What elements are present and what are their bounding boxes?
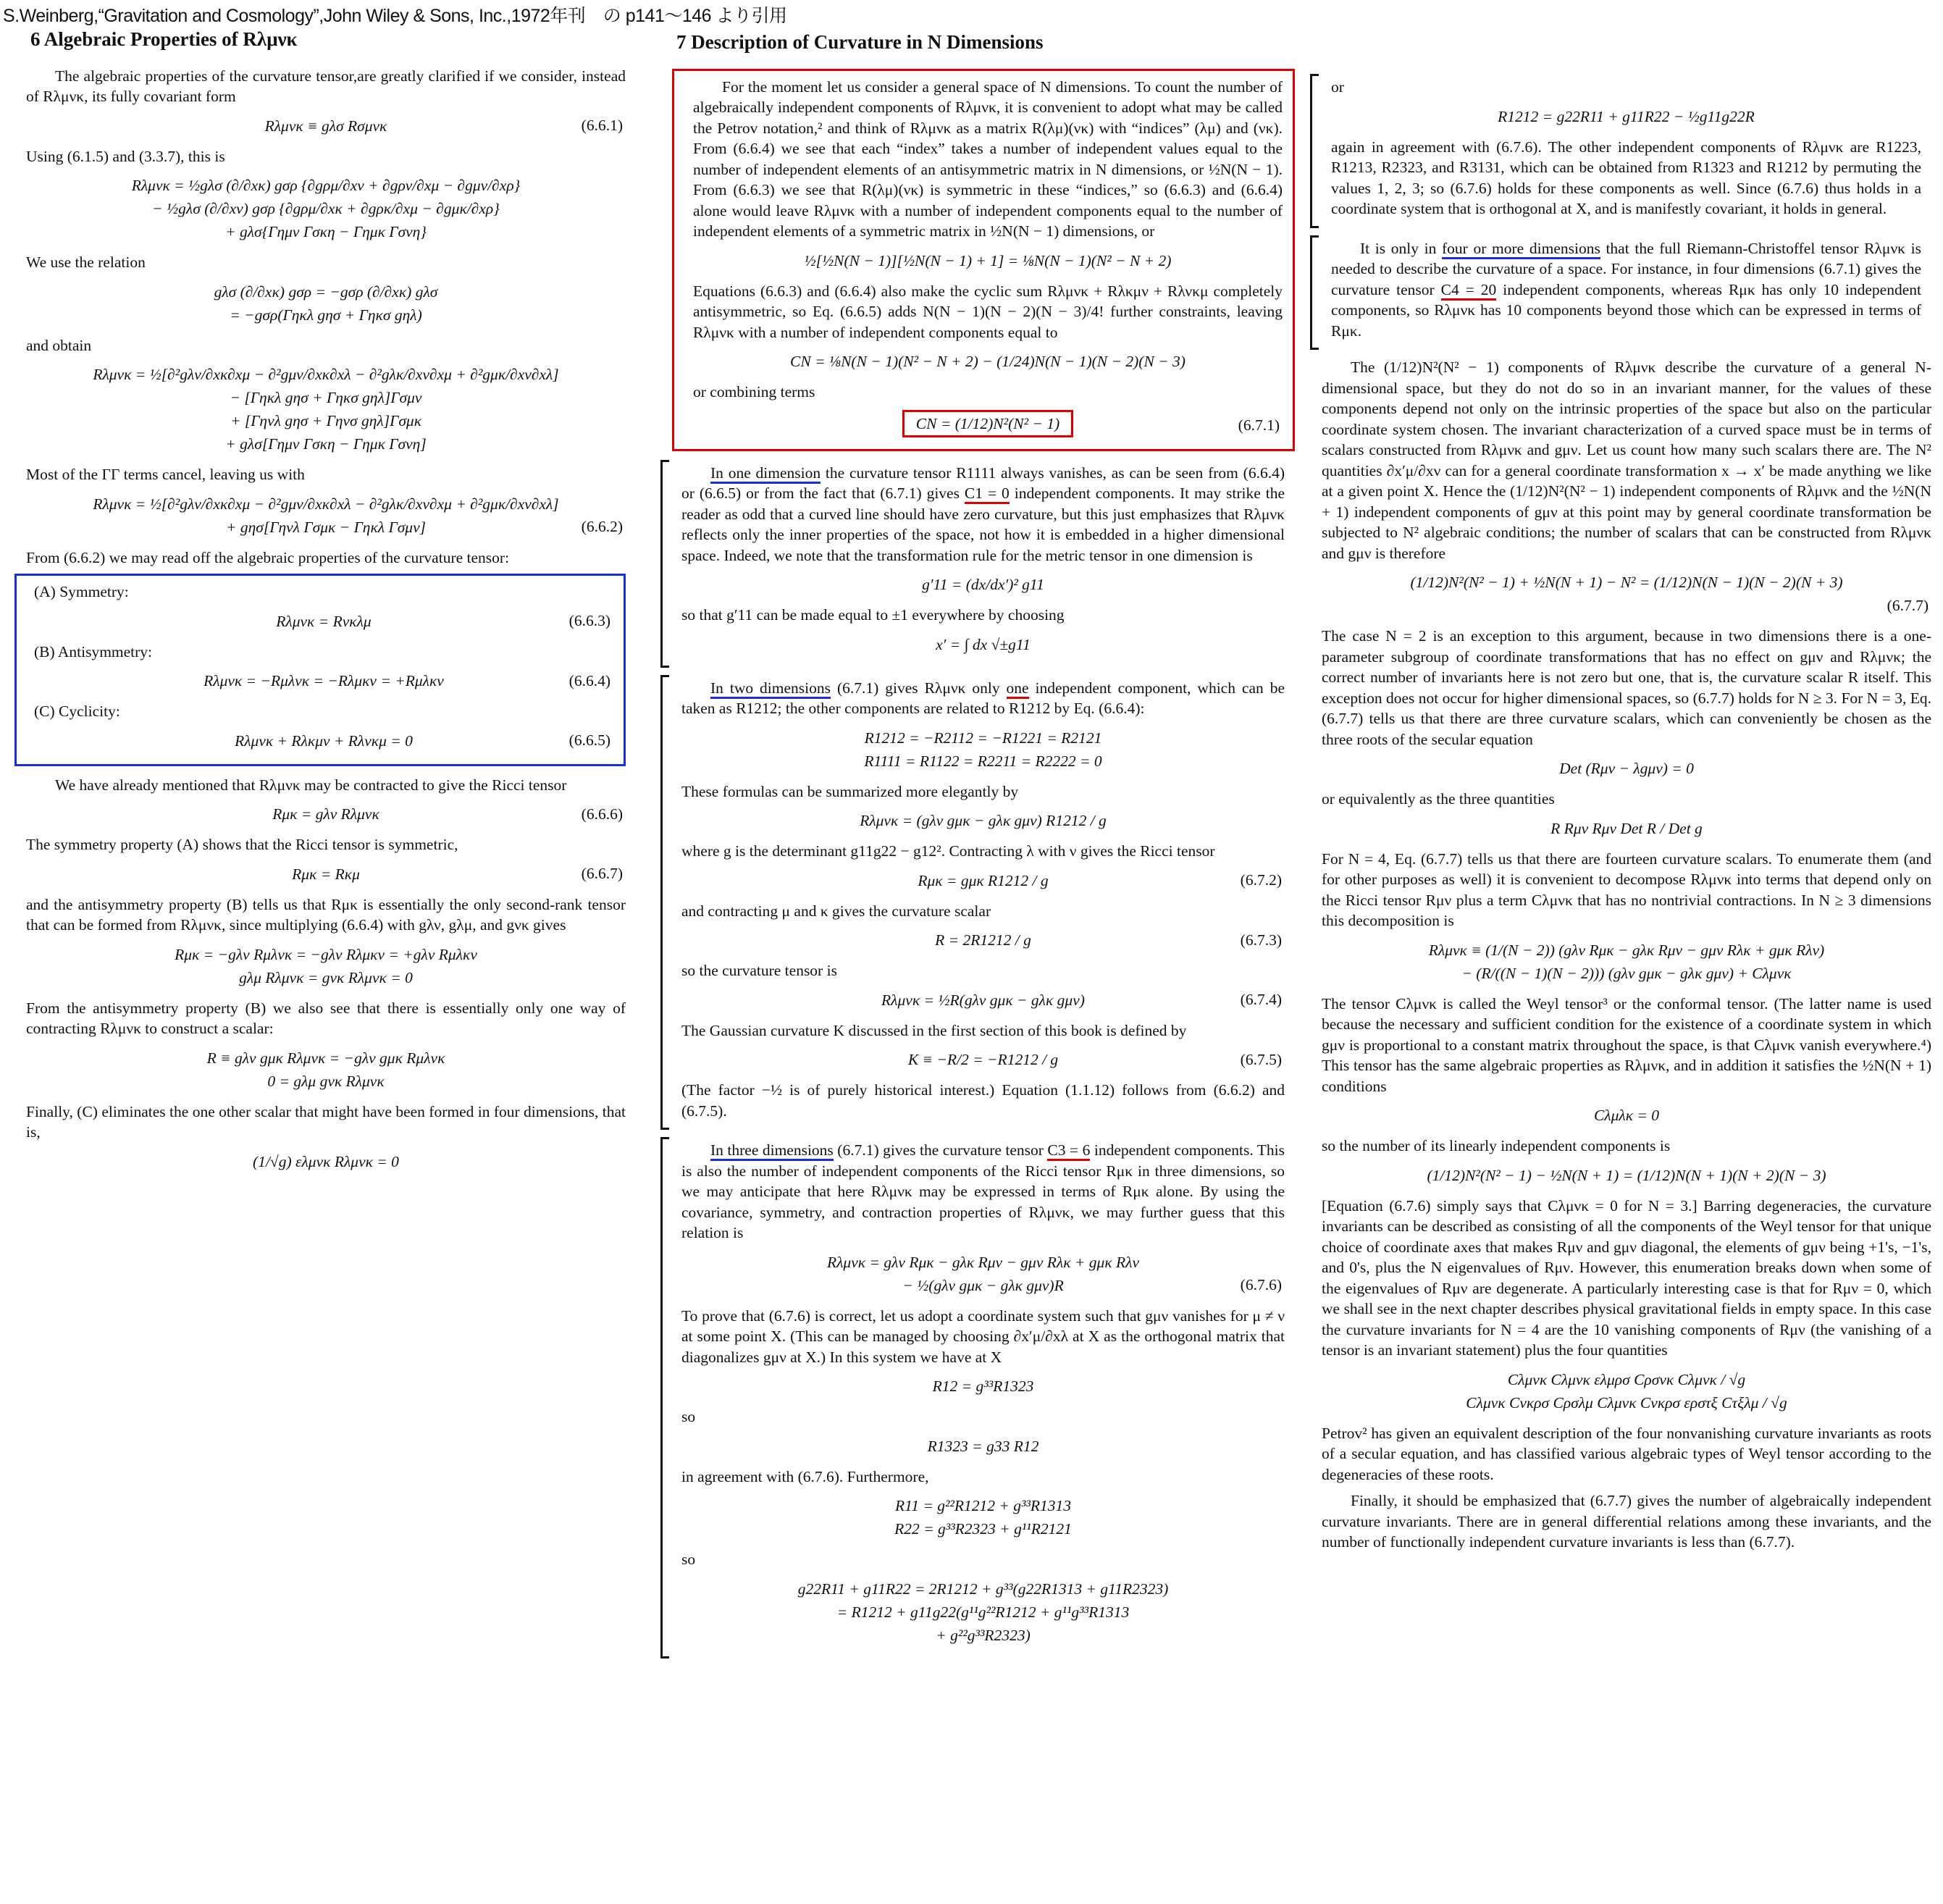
paragraph: From the antisymmetry property (B) we also see that there is essentially only one way of contracting Rλμνκ to construct a scalar: (26, 999, 626, 1037)
equation (681, 633, 1285, 656)
equation-number: (6.7.3) (1240, 931, 1282, 949)
paragraph: Petrov² has given an equivalent description of the four nonvanishing curvature invariants as roots of a secular equation, and has classified various algebraic types of Weyl tensor according to the degeneracies of these roots. (1322, 1424, 1931, 1483)
underlined-phrase: four or more dimensions (1442, 240, 1600, 259)
paragraph: Finally, (C) eliminates the one other scalar that might have been formed in four dimensions, that is, (26, 1102, 626, 1141)
equation (681, 989, 1285, 1012)
equation (26, 1150, 626, 1173)
blue-highlight-box (14, 574, 626, 766)
equation-line (681, 1048, 1285, 1071)
margin-bracket (1310, 235, 1931, 351)
paragraph: in agreement with (6.7.6). Furthermore, (681, 1467, 929, 1485)
equation-number: (6.6.1) (581, 117, 623, 134)
equation-line (681, 573, 1285, 596)
equation-text: Rλμνκ ≡ gλσ Rσμνκ (264, 117, 387, 135)
equation-line (681, 989, 1285, 1012)
equation-number: (6.6.7) (581, 865, 623, 882)
paragraph: so (681, 1408, 696, 1425)
equation-text: x′ = ∫ dx √±g11 (936, 635, 1031, 653)
text-run: independent components, whereas Rμκ has only 10 independent components, so Rλμνκ has 10 components beyond those which can be expressed in terms of Rμκ. (1331, 280, 1921, 340)
equation (26, 802, 626, 826)
equation-line (1322, 594, 1931, 617)
paragraph: (A) Symmetry: (34, 583, 129, 600)
text-run: that the full Riemann-Christoffel tensor Rλμνκ is needed to describe the curvature of a space. For instance, in four dimensions (6.7.1) gives the curvature tensor (1331, 239, 1921, 298)
paragraph: Using (6.1.5) and (3.3.7), this is (26, 147, 225, 165)
paragraph: These formulas can be summarized more elegantly by (681, 782, 1019, 800)
equation (26, 1047, 626, 1093)
equation (681, 1048, 1285, 1071)
equation (1322, 757, 1931, 780)
equation-text: Rλμνκ = ½[∂²gλν/∂xκ∂xμ − ∂²gμν/∂xκ∂xλ − ∂²gλκ/∂xν∂xμ + ∂²gμκ/∂xν∂xλ] (93, 366, 559, 383)
paragraph: We have already mentioned that Rλμνκ may be contracted to give the Ricci tensor (55, 776, 567, 794)
equation-number: (6.6.6) (581, 805, 623, 823)
equation-text: Rλμνκ ≡ (1/(N − 2)) (gλν Rμκ − gλκ Rμν − gμν Rλκ + gμκ Rλν) (1428, 941, 1825, 959)
paragraph: The case N = 2 is an exception to this argument, because in two dimensions there is a one-parameter subgroup of coordinate transformations that has no effect on gμν and Rλμνκ; the correct number of invariants here is not zero but one, that is, the curvature scalar R itself. This exception does not occur for higher dimensional spaces, so (6.7.7) holds for N ≥ 3. For N = 3, Eq. (6.7.7) tells us that there are three curvature scalars, which can conveniently be chosen as the three roots of the secular equation (1322, 627, 1931, 748)
equation-text: R Rμν Rμν Det R / Det g (1550, 819, 1703, 837)
equation-line (681, 750, 1285, 773)
equation-line (1322, 962, 1931, 985)
paragraph: so that g′11 can be made equal to ±1 everywhere by choosing (681, 606, 1065, 624)
equation-text: Rλμνκ = ½R(gλν gμκ − gλκ gμν) (881, 991, 1085, 1009)
equation-number: (6.7.5) (1240, 1050, 1282, 1068)
equation (681, 1494, 1285, 1540)
equation-text: Rλμνκ = ½gλσ (∂/∂xκ) gσρ {∂gρμ/∂xν + ∂gρν/∂xμ − ∂gμν/∂xρ} (131, 177, 521, 194)
equation (26, 114, 626, 138)
paragraph: The algebraic properties of the curvature tensor,are greatly clarified if we consider, instead of Rλμνκ, its fully covariant form (26, 67, 626, 105)
paragraph: [Equation (6.7.6) simply says that Cλμνκ = 0 for N = 3.] Barring degeneracies, the curvature invariants can be described as consisting of all the components of the Weyl tensor for that unique choice of coordinate axes that makes Rμν and gμν diagonal, the elements of gμν being +1's, −1's, and 0's, plus the N eigenvalues of Rμν. However, this enumeration breaks down when some of the eigenvalues of Rμν are degenerate. A particularly interesting case is that for Rμν = 0, which we shall see in the next chapter describes physical gravitational fields in empty space. In this case the curvature invariants for N = 4 are the 10 vanishing components of Rμν (the vanishing of a tensor is an invariant statement) plus the four quantities (1322, 1196, 1931, 1359)
equation (1322, 939, 1931, 985)
equation-text: Cλμνκ Cνκρσ Cρσλμ Cλμνκ Cνκρσ ερστξ Cτξλμ / √g (1466, 1393, 1787, 1412)
equation-line (1322, 757, 1931, 780)
equation-text: K ≡ −R/2 = −R1212 / g (907, 1051, 1059, 1068)
equation-text: (1/√g) ελμνκ Rλμνκ = 0 (253, 1152, 399, 1170)
paragraph: (B) Antisymmetry: (34, 642, 153, 660)
paragraph (681, 463, 1285, 566)
equation-text: + gλσ{Γημν Γσκη − Γημκ Γσνη} (225, 223, 427, 240)
equation-number: (6.6.2) (581, 518, 623, 535)
paragraph: We use the relation (26, 253, 146, 271)
paragraph: and the antisymmetry property (B) tells us that Rμκ is essentially the only second-rank tensor that can be formed from Rλμνκ, since multiplying (6.6.4) with gλν, gλμ, and gνκ gives (26, 895, 626, 934)
equation-line (26, 363, 626, 386)
equation-text: g′11 = (dx/dx′)² g11 (922, 576, 1044, 593)
paragraph: or (1331, 78, 1344, 96)
paragraph (681, 678, 1285, 719)
paragraph: For the moment let us consider a general space of N dimensions. To count the number of algebraically independent components of Rλμνκ, it is convenient to adopt what may be called the Petrov notation,² and think of Rλμνκ as a matrix R(λμ)(νκ) with “indices” (λμ) and (νκ). From (6.6.4) we see that each “index” takes a number of independent values equal to the number of independent elements of an antisymmetric matrix in N dimensions, or ½N(N − 1). From (6.6.3) we see that R(λμ)(νκ) is symmetric in these “indices,” so (6.6.3) and (6.6.4) alone would leave Rλμνκ with a number of independent components equal to the number of independent elements of a symmetric matrix in ½N(N − 1) dimensions, or (693, 77, 1283, 240)
equation-line (681, 809, 1285, 832)
equation-line (34, 729, 613, 752)
column-right (1322, 71, 1931, 1559)
equation-text: Rλμνκ = Rνκλμ (276, 612, 372, 630)
equation-number: (6.6.4) (568, 671, 610, 689)
equation (693, 350, 1283, 373)
equation-line (681, 633, 1285, 656)
equation-text: CN = ⅛N(N − 1)(N² − N + 2) − (1/24)N(N − 1)(N − 2)(N − 3) (790, 353, 1185, 370)
paragraph: (C) Cyclicity: (34, 703, 120, 720)
paragraph: Equations (6.6.3) and (6.6.4) also make the cyclic sum Rλμνκ + Rλκμν + Rλνκμ completely antisymmetric, so Eq. (6.6.5) adds N(N − 1)(N − 2)(N − 3)/4! further constraints, leaving Rλμνκ with a number of independent components equal to (693, 282, 1283, 341)
text-run: the curvature tensor R1111 always vanishes, as can be seen from (6.6.4) or (6.6.5) or from the fact that (6.7.1) gives (681, 464, 1285, 502)
equation-text: Rμκ = Rκμ (292, 865, 360, 883)
equation-number: (6.7.7) (1887, 596, 1929, 614)
equation (693, 249, 1283, 272)
paragraph: again in agreement with (6.7.6). The other independent components of Rλμνκ are R1223, R1213, R2323, and R3131, which can be obtained from R1323 and R1212 by permuting the values 1, 2, 3; so (6.7.6) holds for these components as well. Since (6.7.6) thus holds in a coordinate system that is orthogonal at X, and is manifestly covariant, it holds in general. (1331, 138, 1921, 217)
equation-line (681, 1601, 1285, 1624)
equation (681, 928, 1285, 952)
equation-text: + g²²g³³R2323) (936, 1626, 1031, 1644)
equation-line (26, 197, 626, 220)
equation-line (26, 114, 626, 138)
equation-text: 0 = gλμ gνκ Rλμνκ (267, 1072, 385, 1090)
equation-number: (6.6.3) (568, 612, 610, 629)
equation (26, 363, 626, 456)
equation-line (681, 1577, 1285, 1601)
paragraph: (The factor −½ is of purely historical interest.) Equation (1.1.12) follows from (6.6.2) and (6.7.5). (681, 1081, 1285, 1120)
equation (26, 174, 626, 243)
section-heading: 7 Description of Curvature in N Dimensions (676, 31, 1044, 53)
equation-line (26, 432, 626, 456)
equation-line (26, 492, 626, 516)
equation-text: R1212 = −R2112 = −R1221 = R2121 (864, 729, 1102, 747)
equation-text: (1/12)N²(N² − 1) + ½N(N + 1) − N² = (1/12)N(N − 1)(N − 2)(N + 3) (1410, 574, 1843, 591)
paragraph: and obtain (26, 336, 92, 354)
equation-line (681, 869, 1285, 892)
equation-text: R1212 = g22R11 + g11R22 − ½g11g22R (1498, 107, 1755, 125)
equation (34, 669, 613, 692)
equation-line (681, 1624, 1285, 1647)
underlined-phrase: In three dimensions (710, 1141, 834, 1161)
equation-text: Cλμνκ Cλμνκ ελμρσ Cρσνκ Cλμνκ / √g (1507, 1370, 1746, 1388)
equation-line (26, 943, 626, 966)
equation (681, 1251, 1285, 1297)
equation (1322, 1104, 1931, 1127)
equation-line (26, 174, 626, 197)
equation (681, 726, 1285, 773)
equation-line (34, 669, 613, 692)
highlighted-value: one (1007, 679, 1029, 699)
equation-text: Rλμνκ = −Rμλνκ = −Rλμκν = +Rμλκν (203, 672, 444, 689)
equation-line (693, 249, 1283, 272)
equation-line (681, 1517, 1285, 1540)
equation-text: gλμ Rλμνκ = gνκ Rλμνκ = 0 (239, 968, 413, 986)
equation-line (26, 516, 626, 539)
boxed-formula: CN = (1/12)N²(N² − 1) (902, 410, 1073, 437)
equation (681, 573, 1285, 596)
equation-text: + [Γηνλ gησ + Γηνσ gηλ]Γσμκ (230, 412, 422, 429)
equation (693, 410, 1283, 437)
paragraph: The tensor Cλμνκ is called the Weyl tensor³ or the conformal tensor. (The latter name is used because the necessary and sufficient condition for the existence of a coordinate system in which gμν is proportional to a constant matrix throughout the space, is that Cλμνκ vanish everywhere.⁴) This tensor has the same algebraic properties as Rλμνκ, and in addition it satisfies the ½N(N + 1) conditions (1322, 994, 1931, 1095)
equation-line (1322, 1164, 1931, 1187)
equation (34, 610, 613, 633)
equation (1322, 817, 1931, 840)
equation-line (681, 1435, 1285, 1458)
paragraph: From (6.6.2) we may read off the algebraic properties of the curvature tensor: (26, 548, 510, 566)
equation-text: R11 = g²²R1212 + g³³R1313 (894, 1497, 1072, 1514)
equation-line (681, 928, 1285, 952)
equation (26, 280, 626, 327)
equation-line (26, 409, 626, 432)
equation-line (1322, 1104, 1931, 1127)
section-heading: 6 Algebraic Properties of Rλμνκ (30, 28, 298, 50)
equation-text: = −gσρ(Γηκλ gησ + Γηκσ gηλ) (230, 306, 422, 324)
paragraph (681, 1140, 1285, 1244)
paragraph: Most of the ΓΓ terms cancel, leaving us with (26, 466, 305, 483)
equation-text: Rλμνκ = (gλν gμκ − gλκ gμν) R1212 / g (860, 812, 1107, 829)
paragraph: so (681, 1551, 696, 1568)
text-run: (6.7.1) gives Rλμνκ only (831, 679, 1007, 697)
equation (1322, 1368, 1931, 1414)
equation (1322, 1164, 1931, 1187)
paragraph: The Gaussian curvature K discussed in the first section of this book is defined by (681, 1021, 1187, 1039)
highlighted-value: C4 = 20 (1441, 281, 1497, 301)
equation-text: gλσ (∂/∂xκ) gσρ = −gσρ (∂/∂xκ) gλσ (214, 282, 438, 301)
equation-line (26, 966, 626, 989)
equation-text: g22R11 + g11R22 = 2R1212 + g³³(g22R1313 + g11R2323) (797, 1580, 1169, 1598)
equation-text: R1111 = R1122 = R2211 = R2222 = 0 (864, 752, 1102, 770)
paragraph: so the number of its linearly independent components is (1322, 1137, 1671, 1154)
paragraph: where g is the determinant g11g22 − g12². Contracting λ with ν gives the Ricci tensor (681, 842, 1215, 860)
equation-text: − [Γηκλ gησ + Γηκσ gηλ]Γσμν (230, 389, 422, 406)
equation-line (693, 410, 1283, 437)
equation-line (693, 350, 1283, 373)
equation-number: (6.6.5) (568, 731, 610, 749)
equation-text: Rμκ = gμκ R1212 / g (918, 871, 1049, 889)
equation-line (26, 386, 626, 409)
equation-line (26, 1070, 626, 1093)
paragraph: For N = 4, Eq. (6.7.7) tells us that there are fourteen curvature scalars. To enumerate them (and for other purposes as well) it is convenient to decompose Rλμνκ into terms that depend only on the Ricci tensor Rμν plus a term Cλμνκ that has no nontrivial contractions. In N ≥ 3 dimensions this decomposition is (1322, 850, 1931, 929)
underlined-phrase: In two dimensions (710, 679, 831, 699)
highlighted-value: C3 = 6 (1047, 1141, 1090, 1161)
red-highlight-box (672, 69, 1295, 451)
equation-line (681, 1375, 1285, 1398)
equation-number: (6.7.1) (1238, 416, 1280, 434)
equation (1331, 105, 1921, 128)
equation-line (1322, 1391, 1931, 1414)
citation-header: S.Weinberg,“Gravitation and Cosmology”,John Wiley & Sons, Inc.,1972年刊 の p141〜146 より引用 (3, 6, 787, 26)
equation-text: R = 2R1212 / g (935, 931, 1031, 949)
text-run: independent components. It may strike the reader as odd that a curved line should have zero curvature, but this just emphasizes that Rλμνκ reflects only the inner properties of the space, not how it is embedded in a higher dimensional space. Indeed, we note that the transformation rule for the metric tensor in one dimension is (681, 485, 1285, 564)
column-left (26, 29, 626, 1182)
margin-bracket (660, 675, 1295, 1131)
equation-text: Rλμνκ = ½[∂²gλν/∂xκ∂xμ − ∂²gμν/∂xκ∂xλ − ∂²gλκ/∂xν∂xμ + ∂²gμκ/∂xν∂xλ] (93, 495, 559, 513)
equation (681, 1435, 1285, 1458)
equation-text: R1323 = g33 R12 (927, 1437, 1039, 1455)
equation-text: = R1212 + g11g22(g¹¹g²²R1212 + g¹¹g³³R1313 (836, 1603, 1130, 1621)
equation-text: R22 = g³³R2323 + g¹¹R2121 (894, 1520, 1072, 1538)
equation-line (26, 802, 626, 826)
equation (26, 492, 626, 539)
equation-line (1322, 939, 1931, 962)
paragraph: so the curvature tensor is (681, 962, 837, 979)
equation-text: + gλσ[Γημν Γσκη − Γημκ Γσνη] (225, 435, 427, 453)
equation-line (681, 1251, 1285, 1274)
equation (1322, 571, 1931, 617)
equation-text: R ≡ gλν gμκ Rλμνκ = −gλν gμκ Rμλνκ (206, 1049, 445, 1067)
paragraph: Finally, it should be emphasized that (6.7.7) gives the number of algebraically independent curvature invariants. There are in general differential relations among these invariants, and the number of functionally independent curvature invariants is less than (6.7.7). (1322, 1492, 1931, 1551)
equation (681, 1577, 1285, 1647)
equation (26, 863, 626, 886)
equation-text: − ½(gλν gμκ − gλκ gμν)R (902, 1276, 1064, 1294)
text-run: (6.7.1) gives the curvature tensor (833, 1141, 1048, 1159)
equation-line (26, 220, 626, 243)
text-run: independent component, which can be taken as R1212; the other components are related to R1212 by Eq. (6.6.4): (681, 679, 1285, 717)
paragraph (1331, 238, 1921, 342)
equation-text: Rμκ = −gλν Rμλνκ = −gλν Rλμκν = +gλν Rμλκν (175, 945, 477, 963)
margin-bracket (1310, 74, 1931, 228)
equation-number: (6.7.2) (1240, 871, 1282, 889)
equation-line (1322, 571, 1931, 594)
equation (681, 1375, 1285, 1398)
equation-text: + gησ[Γηνλ Γσμκ − Γηκλ Γσμν] (225, 518, 427, 536)
equation-text: (1/12)N²(N² − 1) − ½N(N + 1) = (1/12)N(N + 1)(N + 2)(N − 3) (1427, 1166, 1826, 1184)
equation-text: − (R/((N − 1)(N − 2))) (gλν gμκ − gλκ gμν) + Cλμνκ (1461, 964, 1792, 982)
margin-bracket (660, 1137, 1295, 1658)
paragraph: The (1/12)N²(N² − 1) components of Rλμνκ describe the curvature of a general N-dimensional space, but they do not do so in an invariant manner, for the values of these components depend not only on the intrinsic properties of the space but also on the particular coordinate system chosen. The invariant characterization of a curved space must be in terms of scalars constructed from Rλμνκ and gμν. Let us count how many such scalars there are. The N² quantities ∂x′μ/∂xν can for a general coordinate transformation x → x′ be made anything we like at a given point X. Hence the (1/12)N²(N² − 1) independent components of Rλμνκ and the ½N(N + 1) independent components of gμν at this point may by general coordinate transformation be subjected to N² algebraic conditions; the number of scalars that can be constructed from Rλμνκ and gμν is therefore (1322, 358, 1931, 562)
equation (681, 809, 1285, 832)
equation-line (681, 1494, 1285, 1517)
paragraph: and contracting μ and κ gives the curvature scalar (681, 902, 991, 920)
equation (681, 869, 1285, 892)
equation-line (34, 610, 613, 633)
underlined-phrase: In one dimension (710, 464, 821, 484)
equation-text: Det (Rμν − λgμν) = 0 (1559, 760, 1694, 777)
text-run: It is only in (1360, 239, 1443, 257)
paragraph: or combining terms (693, 383, 815, 400)
equation-line (1322, 1368, 1931, 1391)
paragraph: To prove that (6.7.6) is correct, let us adopt a coordinate system such that gμν vanishes for μ ≠ ν at some point X. (This can be managed by choosing ∂x′μ/∂xλ at X as the orthogonal matrix that diagonalizes gμν at X.) In this system we have at X (681, 1307, 1285, 1366)
equation-line (681, 1274, 1285, 1297)
equation-line (26, 280, 626, 303)
paragraph: or equivalently as the three quantities (1322, 790, 1555, 808)
equation-text: R12 = g³³R1323 (932, 1377, 1034, 1395)
equation-number: (6.7.4) (1240, 991, 1282, 1008)
equation-text: ½[½N(N − 1)][½N(N − 1) + 1] = ⅛N(N − 1)(N² − N + 2) (804, 251, 1172, 269)
equation-line (26, 863, 626, 886)
equation-number: (6.7.6) (1240, 1276, 1282, 1293)
equation (26, 943, 626, 989)
equation-line (681, 726, 1285, 750)
equation-text: Cλμλκ = 0 (1593, 1107, 1660, 1124)
margin-bracket (660, 460, 1295, 668)
equation-text: Rλμνκ + Rλκμν + Rλνκμ = 0 (235, 731, 413, 750)
equation (34, 729, 613, 752)
equation-line (26, 1047, 626, 1070)
equation-text: − ½gλσ (∂/∂xν) gσρ {∂gρμ/∂xκ + ∂gρκ/∂xμ − ∂gμκ/∂xρ} (152, 200, 500, 217)
text-run: independent components. This is also the number of independent components of the Ricci tensor Rμκ in three dimensions, so we may anticipate that here Rλμνκ may be expressed in terms of Rμκ alone. By using the covariance, symmetry, and contraction properties of Rλμνκ, we may further guess that this relation is (681, 1141, 1285, 1241)
equation-line (26, 303, 626, 327)
paragraph: The symmetry property (A) shows that the Ricci tensor is symmetric, (26, 836, 458, 853)
column-middle (672, 32, 1295, 1666)
highlighted-value: C1 = 0 (965, 485, 1010, 504)
equation-text: Rμκ = gλν Rλμνκ (272, 805, 379, 823)
equation-text: Rλμνκ = gλν Rμκ − gλκ Rμν − gμν Rλκ + gμκ Rλν (826, 1253, 1140, 1271)
equation-line (26, 1150, 626, 1173)
equation-line (1331, 105, 1921, 128)
equation-line (1322, 817, 1931, 840)
